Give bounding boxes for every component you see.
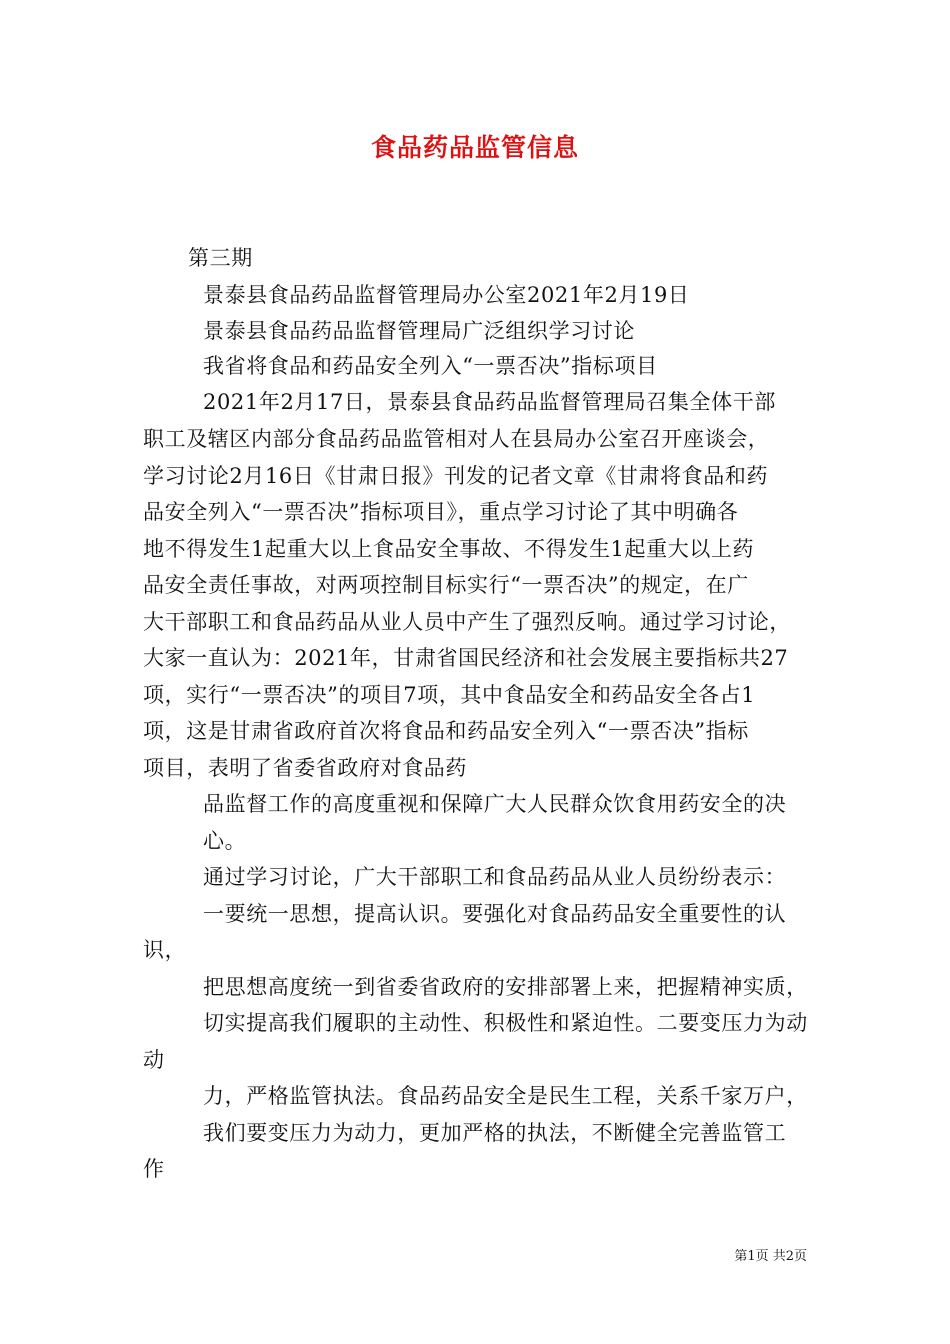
body-line: 地不得发生1起重大以上食品安全事故、不得发生1起重大以上药 bbox=[143, 537, 755, 561]
body-line: 通过学习讨论，广大干部职工和食品药品从业人员纷纷表示： bbox=[203, 865, 787, 889]
body-line: 心。 bbox=[203, 829, 247, 853]
body-line: 品安全列入“一票否决”指标项目》，重点学习讨论了其中明确各 bbox=[143, 500, 739, 524]
headline-1: 景泰县食品药品监督管理局广泛组织学习讨论 bbox=[203, 319, 635, 343]
page-number: 第1页 共2页 bbox=[734, 1249, 807, 1264]
document-title: 食品药品监管信息 bbox=[370, 133, 579, 162]
body-line: 切实提高我们履职的主动性、积极性和紧迫性。二要变压力为动 bbox=[203, 1011, 808, 1035]
body-line: 动 bbox=[143, 1048, 165, 1072]
body-line: 力，严格监管执法。食品药品安全是民生工程，关系千家万户， bbox=[203, 1084, 808, 1108]
body-line: 作 bbox=[143, 1157, 165, 1181]
issue-number: 第三期 bbox=[188, 246, 253, 270]
body-line: 学习讨论2月16日《甘肃日报》刊发的记者文章《甘肃将食品和药 bbox=[143, 464, 769, 488]
body-line: 项，这是甘肃省政府首次将食品和药品安全列入“一票否决”指标 bbox=[143, 719, 749, 743]
body-line: 我们要变压力为动力，更加严格的执法，不断健全完善监管工 bbox=[203, 1121, 787, 1145]
body-line: 项目，表明了省委省政府对食品药 bbox=[143, 756, 467, 780]
body-line: 品安全责任事故，对两项控制目标实行“一票否决”的规定，在广 bbox=[143, 573, 749, 597]
body-line: 职工及辖区内部分食品药品监管相对人在县局办公室召开座谈会， bbox=[143, 427, 770, 451]
body-line: 项，实行“一票否决”的项目7项，其中食品安全和药品安全各占1 bbox=[143, 683, 756, 707]
body-line: 识， bbox=[143, 938, 187, 962]
body-line: 大干部职工和食品药品从业人员中产生了强烈反响。通过学习讨论， bbox=[143, 610, 791, 634]
body-line: 大家一直认为：2021年，甘肃省国民经济和社会发展主要指标共27 bbox=[143, 646, 789, 670]
body-line: 把思想高度统一到省委省政府的安排部署上来，把握精神实质， bbox=[203, 975, 808, 999]
body-line: 品监督工作的高度重视和保障广大人民群众饮食用药安全的决 bbox=[203, 792, 787, 816]
body-line: 2021年2月17日，景泰县食品药品监督管理局召集全体干部 bbox=[203, 390, 776, 414]
body-line: 一要统一思想，提高认识。要强化对食品药品安全重要性的认 bbox=[203, 902, 787, 926]
headline-2: 我省将食品和药品安全列入“一票否决”指标项目 bbox=[203, 354, 658, 378]
office-date: 景泰县食品药品监督管理局办公室2021年2月19日 bbox=[203, 283, 690, 307]
